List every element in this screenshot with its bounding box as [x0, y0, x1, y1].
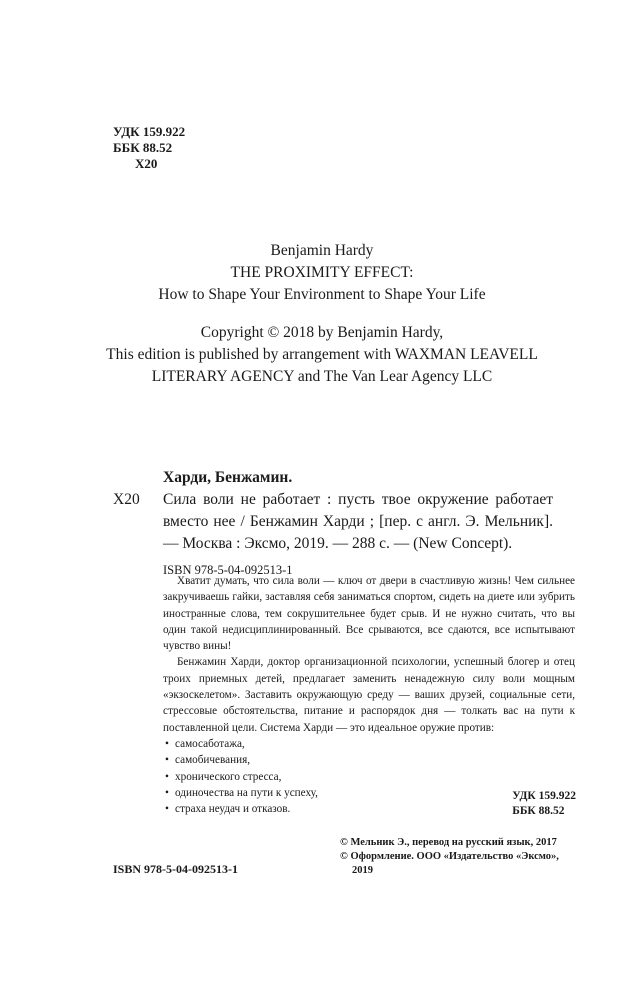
- udk-code: УДК 159.922: [113, 124, 186, 139]
- catalog-isbn: ISBN 978-5-04-092513-1: [163, 563, 293, 577]
- list-item: • хронического стресса,: [163, 769, 575, 785]
- design-copyright-line-2: 2019: [352, 865, 373, 876]
- bbk-code: ББК 88.52: [113, 140, 173, 155]
- original-author: Benjamin Hardy: [270, 242, 374, 259]
- catalog-record: [113, 467, 553, 581]
- annotation-paragraph-2: Бенжамин Харди, доктор организационной психологии, успешный блогер и отец троих приемных детей, предлагает заменить ненадежную силу воли мощным «экзоскелетом». Заставить окружающую среду — ваших друзей, социальные сети, стрессовые обстоятельства, питание и распорядок дня — толкать вас на пути к поставленной цели. Система Харди — это идеальное оружие против:: [163, 656, 575, 734]
- list-item: • самобичевания,: [163, 752, 575, 768]
- bottom-classification-codes: [512, 789, 576, 819]
- arrangement-line-2: LITERARY AGENCY and The Van Lear Agency LLC: [151, 368, 493, 385]
- catalog-description: Сила воли не работает : пусть твое окружение работает вместо нее / Бенжамин Харди ; [пер. с англ. Э. Мельник]. — Москва : Эксмо, 2019. — 288 с. — (New Concept).: [163, 491, 553, 552]
- udk-code-bottom: УДК 159.922: [512, 790, 576, 802]
- author-mark: Х20: [135, 156, 158, 171]
- annotation-paragraph-1: Хватит думать, что сила воли — ключ от двери в счастливую жизнь! Чем сильнее закручиваешь гайки, заставляя себя заниматься спортом, сидеть на диете или зубрить иностранные слова, тем сокрушительнее будет срыв. И не нужно считать, что вы один такой недисциплинированный. Все срываются, все сдаются, все испытывают чувство вины!: [163, 575, 575, 653]
- top-classification-codes: [113, 124, 185, 172]
- catalog-author-heading: Харди, Бенжамин.: [163, 469, 293, 486]
- isbn-footer: ISBN 978-5-04-092513-1: [113, 862, 238, 876]
- design-copyright-line-1: © Оформление. ООО «Издательство «Эксмо»,: [340, 851, 559, 862]
- original-subtitle: How to Shape Your Environment to Shape Your Life: [158, 286, 486, 303]
- original-title: THE PROXIMITY EFFECT:: [230, 264, 414, 281]
- translation-copyright: © Мельник Э., перевод на русский язык, 2017: [340, 837, 557, 848]
- list-item: • страха неудач и отказов.: [163, 801, 575, 817]
- arrangement-line-1: This edition is published by arrangement with WAXMAN LEAVELL: [106, 346, 538, 363]
- copyright-line: Copyright © 2018 by Benjamin Hardy,: [200, 324, 444, 341]
- bbk-code-bottom: ББК 88.52: [512, 805, 565, 817]
- catalog-author-mark: Х20: [113, 491, 140, 508]
- list-item: • одиночества на пути к успеху,: [163, 785, 575, 801]
- annotation: [163, 573, 575, 817]
- original-edition-block: [60, 240, 584, 388]
- copyright-notices: [340, 836, 580, 878]
- list-item: • самосаботажа,: [163, 736, 575, 752]
